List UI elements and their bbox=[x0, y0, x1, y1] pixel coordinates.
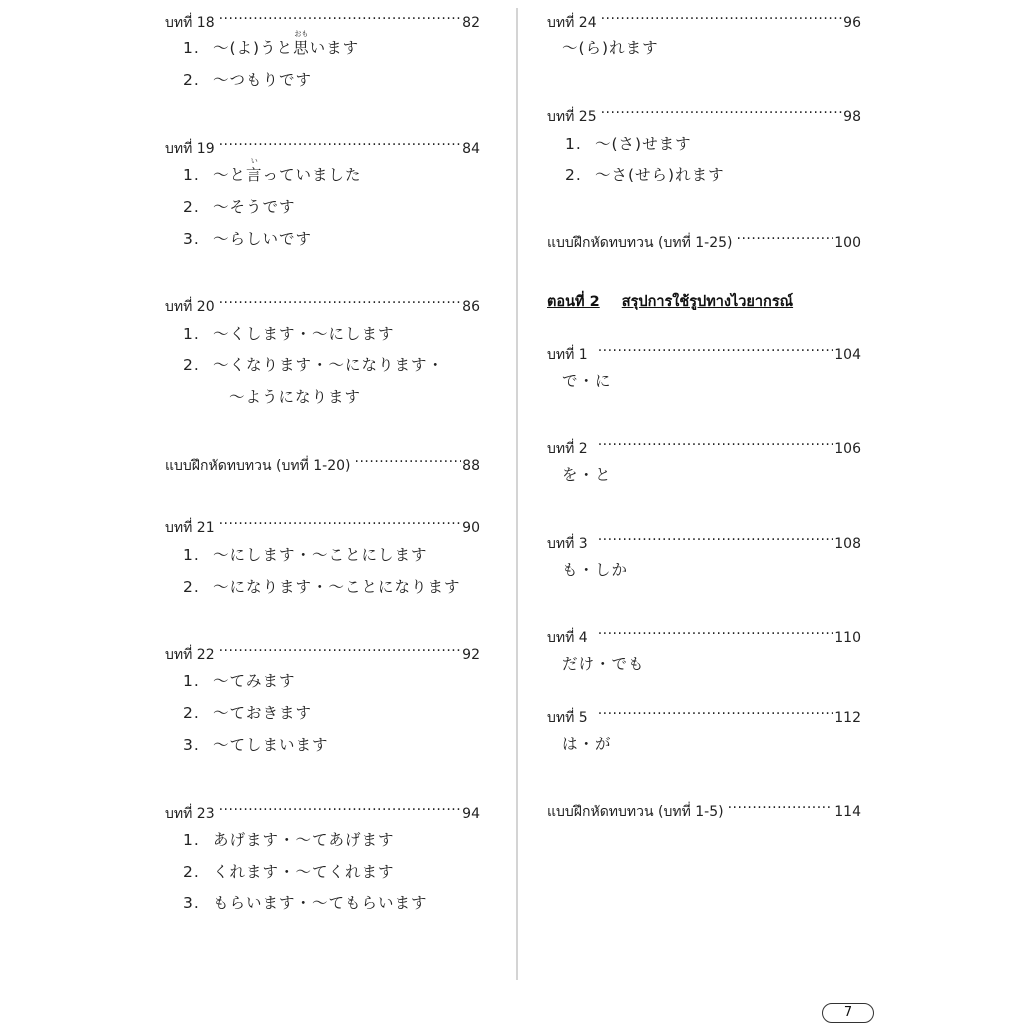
dot-leader bbox=[355, 452, 462, 470]
toc-entry-lesson-18[interactable] bbox=[165, 9, 480, 31]
entry-page-number: 98 bbox=[843, 109, 861, 125]
sub-item: 2. ～ておきます bbox=[183, 704, 313, 722]
entry-page-number: 86 bbox=[462, 299, 480, 315]
dot-leader bbox=[219, 514, 462, 532]
dot-leader bbox=[601, 9, 843, 27]
sub-item: 1. ～くします・～にします bbox=[183, 325, 395, 343]
entry-label: แบบฝึกหัดทบทวน (บทที่ 1-20) bbox=[165, 458, 351, 474]
entry-label: แบบฝึกหัดทบทวน (บทที่ 1-5) bbox=[547, 804, 724, 820]
entry-page-number: 84 bbox=[462, 141, 480, 157]
toc-entry-lesson-20[interactable] bbox=[165, 293, 480, 315]
entry-page-number: 100 bbox=[834, 235, 861, 251]
entry-label: บทที่ 4 bbox=[547, 630, 588, 646]
entry-page-number: 108 bbox=[834, 536, 861, 552]
toc-entry-part2-lesson-2[interactable] bbox=[547, 435, 861, 457]
dot-leader bbox=[219, 293, 462, 311]
entry-label: บทที่ 18 bbox=[165, 15, 215, 31]
sub-item: 3. もらいます・～てもらいます bbox=[183, 894, 428, 912]
entry-page-number: 88 bbox=[462, 458, 480, 474]
dot-leader bbox=[728, 798, 834, 816]
entry-label: บทที่ 1 bbox=[547, 347, 588, 363]
entry-page-number: 90 bbox=[462, 520, 480, 536]
toc-entry-part2-lesson-5[interactable] bbox=[547, 704, 861, 726]
dot-leader bbox=[598, 530, 834, 548]
entry-label: บทที่ 22 bbox=[165, 647, 215, 663]
entry-label: บทที่ 25 bbox=[547, 109, 597, 125]
toc-entry-part2-lesson-1[interactable] bbox=[547, 341, 861, 363]
dot-leader bbox=[598, 435, 834, 453]
sub-item-continuation: ～ようになります bbox=[229, 388, 362, 406]
entry-label: แบบฝึกหัดทบทวน (บทที่ 1-25) bbox=[547, 235, 733, 251]
toc-entry-part2-lesson-4[interactable] bbox=[547, 624, 861, 646]
furigana: い bbox=[250, 157, 258, 165]
dot-leader bbox=[598, 704, 834, 722]
sub-item: は・が bbox=[562, 735, 612, 753]
entry-page-number: 82 bbox=[462, 15, 480, 31]
toc-entry-review-1-25[interactable] bbox=[547, 229, 861, 251]
dot-leader bbox=[601, 103, 843, 121]
sub-item: 2. ～くなります・～になります・ bbox=[183, 356, 445, 374]
dot-leader bbox=[219, 800, 462, 818]
sub-item: 1. ～(よ)うと おも 思います bbox=[183, 30, 360, 57]
sub-item: ～(ら)れます bbox=[562, 39, 659, 57]
entry-page-number: 104 bbox=[834, 347, 861, 363]
entry-label: บทที่ 3 bbox=[547, 536, 588, 552]
toc-entry-review-1-20[interactable] bbox=[165, 452, 480, 474]
sub-item: も・しか bbox=[562, 561, 629, 579]
toc-entry-lesson-23[interactable] bbox=[165, 800, 480, 822]
entry-page-number: 94 bbox=[462, 806, 480, 822]
entry-page-number: 106 bbox=[834, 441, 861, 457]
sub-item: 3. ～てしまいます bbox=[183, 736, 329, 754]
kanji-with-furigana: おも 思 bbox=[293, 30, 310, 57]
sub-item: 2. ～さ(せら)れます bbox=[565, 166, 725, 184]
kanji-with-furigana: い 言 bbox=[246, 157, 263, 184]
part-2-heading bbox=[547, 292, 793, 312]
dot-leader bbox=[219, 9, 462, 27]
toc-entry-lesson-22[interactable] bbox=[165, 641, 480, 663]
entry-page-number: 96 bbox=[843, 15, 861, 31]
sub-item: 1. ～(さ)せます bbox=[565, 135, 692, 153]
sub-item: 1. ～にします・～ことにします bbox=[183, 546, 428, 564]
toc-entry-lesson-21[interactable] bbox=[165, 514, 480, 536]
toc-entry-lesson-25[interactable] bbox=[547, 103, 861, 125]
furigana: おも bbox=[294, 30, 309, 38]
toc-entry-review-1-5[interactable] bbox=[547, 798, 861, 820]
sub-item: で・に bbox=[562, 372, 612, 390]
dot-leader bbox=[737, 229, 834, 247]
toc-entry-lesson-19[interactable] bbox=[165, 135, 480, 157]
entry-label: บทที่ 24 bbox=[547, 15, 597, 31]
toc-entry-lesson-24[interactable] bbox=[547, 9, 861, 31]
entry-label: บทที่ 20 bbox=[165, 299, 215, 315]
dot-leader bbox=[219, 135, 462, 153]
entry-label: บทที่ 21 bbox=[165, 520, 215, 536]
sub-item: 2. くれます・～てくれます bbox=[183, 863, 395, 881]
entry-label: บทที่ 23 bbox=[165, 806, 215, 822]
entry-page-number: 110 bbox=[834, 630, 861, 646]
dot-leader bbox=[598, 341, 834, 359]
column-divider bbox=[516, 8, 518, 980]
dot-leader bbox=[219, 641, 462, 659]
sub-item: 2. ～つもりです bbox=[183, 71, 313, 89]
sub-item: 1. ～と い 言っていました bbox=[183, 157, 362, 184]
entry-page-number: 92 bbox=[462, 647, 480, 663]
sub-item: 2. ～そうです bbox=[183, 198, 296, 216]
entry-label: บทที่ 2 bbox=[547, 441, 588, 457]
page-number-badge: 7 bbox=[822, 1003, 874, 1023]
part-2-subtitle: สรุปการใช้รูปทางไวยากรณ์ bbox=[621, 294, 794, 310]
entry-label: บทที่ 5 bbox=[547, 710, 588, 726]
sub-item: だけ・でも bbox=[562, 655, 645, 673]
toc-entry-part2-lesson-3[interactable] bbox=[547, 530, 861, 552]
entry-label: บทที่ 19 bbox=[165, 141, 215, 157]
sub-item: 2. ～になります・～ことになります bbox=[183, 578, 461, 596]
sub-item: 3. ～らしいです bbox=[183, 230, 313, 248]
part-2-title: ตอนที่ 2 bbox=[547, 294, 600, 310]
dot-leader bbox=[598, 624, 834, 642]
sub-item: 1. ～てみます bbox=[183, 672, 296, 690]
sub-item: を・と bbox=[562, 466, 612, 484]
entry-page-number: 114 bbox=[834, 804, 861, 820]
sub-item: 1. あげます・～てあげます bbox=[183, 831, 395, 849]
entry-page-number: 112 bbox=[834, 710, 861, 726]
